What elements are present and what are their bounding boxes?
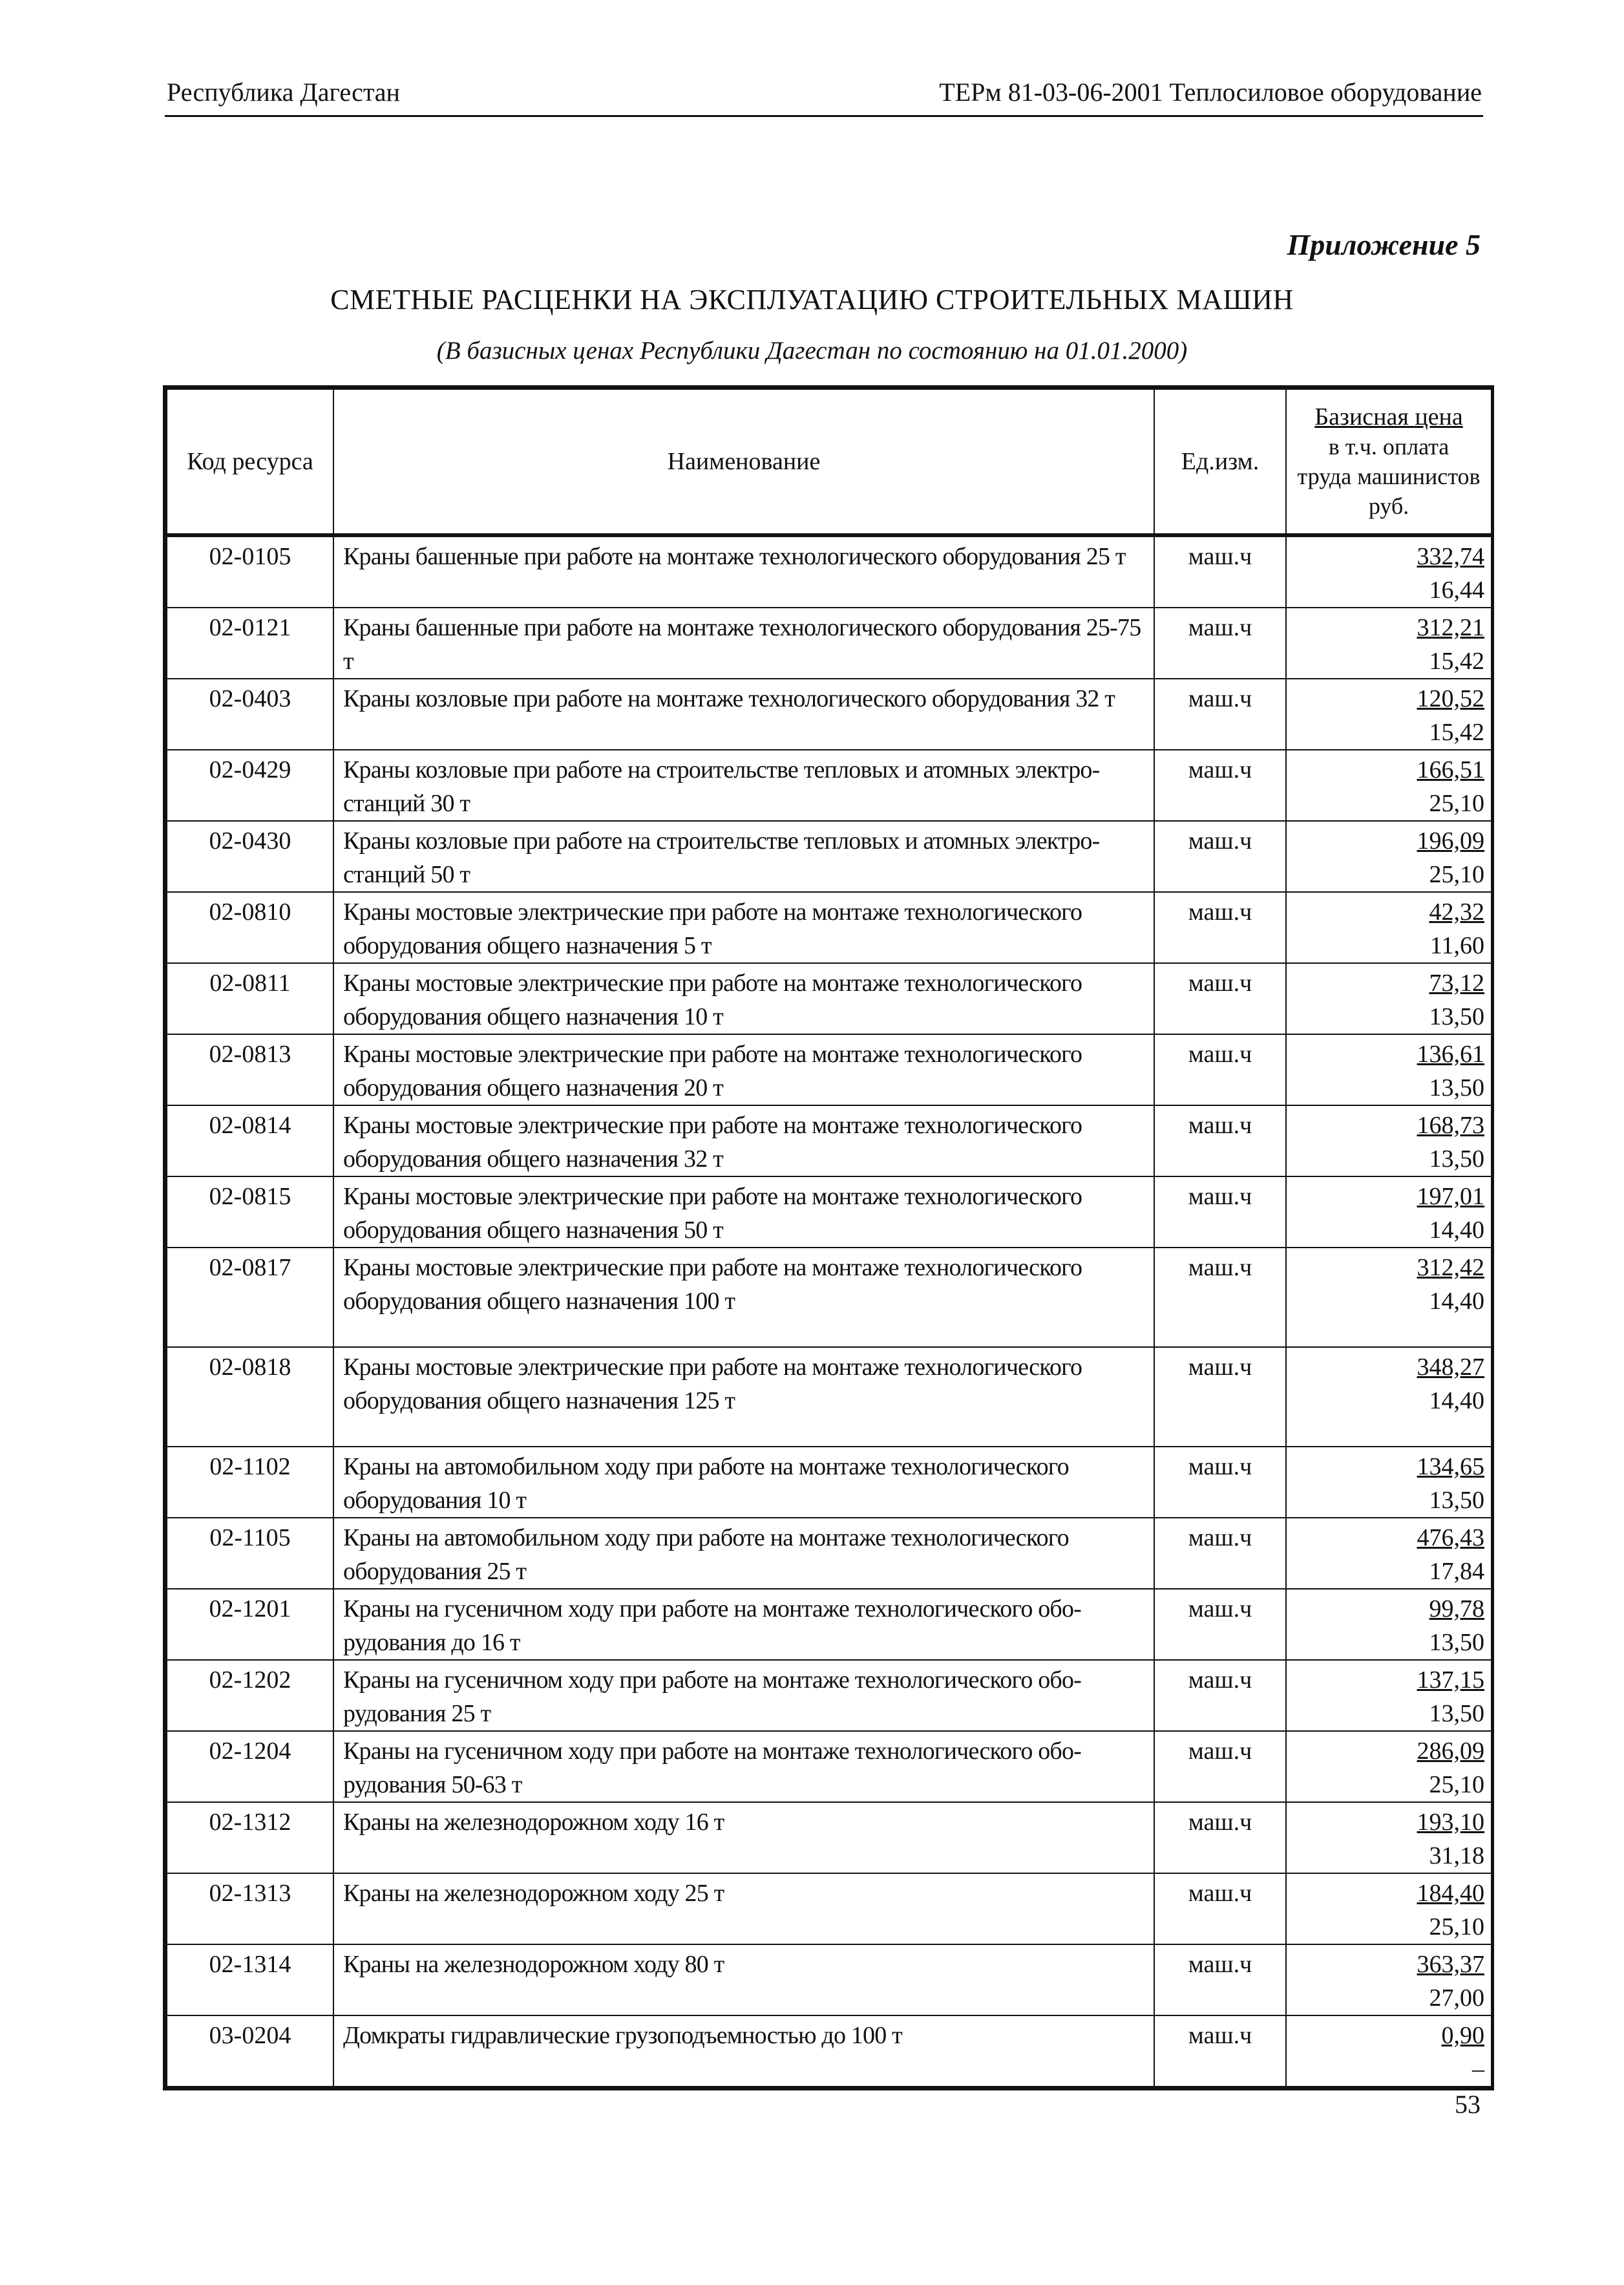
row-unit: маш.ч	[1154, 1802, 1286, 1873]
row-name: Краны башенные при работе на монтаже технологического оборудования 25-75 т	[333, 608, 1154, 679]
column-header-name: Наименование	[333, 389, 1154, 535]
row-price-cell	[1286, 1660, 1492, 1731]
row-name: Краны мостовые электрические при работе на монтаже технологического оборудования общего назначения 20 т	[333, 1034, 1154, 1105]
row-price-cell	[1286, 1731, 1492, 1802]
row-price-cell	[1286, 1518, 1492, 1589]
row-labor-price: 17,84	[1429, 1558, 1484, 1585]
row-labor-price: 15,42	[1429, 648, 1484, 675]
table-row	[167, 608, 1492, 679]
row-price-cell	[1286, 1589, 1492, 1660]
row-base-price: 348,27	[1417, 1354, 1484, 1381]
column-header-unit: Ед.изм.	[1154, 389, 1286, 535]
row-labor-price: 25,10	[1429, 1913, 1484, 1940]
row-name: Краны козловые при работе на монтаже технологического оборудования 32 т	[333, 679, 1154, 750]
row-code: 02-1204	[167, 1731, 333, 1802]
column-header-price	[1286, 389, 1492, 535]
row-labor-price: 13,50	[1429, 1003, 1484, 1030]
row-name: Краны на гусеничном ходу при работе на монтаже технологического обо-рудования 25 т	[333, 1660, 1154, 1731]
table-row	[167, 1105, 1492, 1176]
row-base-price: 134,65	[1417, 1453, 1484, 1480]
row-unit: маш.ч	[1154, 608, 1286, 679]
row-price-cell	[1286, 750, 1492, 821]
row-name: Краны мостовые электрические при работе на монтаже технологического оборудования общего назначения 100 т	[333, 1248, 1154, 1347]
row-labor-price: 31,18	[1429, 1842, 1484, 1869]
price-header-line2: в т.ч. оплата	[1328, 434, 1450, 460]
row-base-price: 0,90	[1441, 2022, 1484, 2049]
row-base-price: 312,42	[1417, 1254, 1484, 1281]
row-base-price: 42,32	[1429, 898, 1484, 926]
row-name: Краны на автомобильном ходу при работе на монтаже технологического оборудования 10 т	[333, 1447, 1154, 1518]
row-unit: маш.ч	[1154, 963, 1286, 1034]
table-header-row	[167, 389, 1492, 535]
row-labor-price: –	[1472, 2056, 1484, 2083]
row-base-price: 168,73	[1417, 1112, 1484, 1139]
row-code: 02-1202	[167, 1660, 333, 1731]
row-labor-price: 25,10	[1429, 1771, 1484, 1798]
row-base-price: 73,12	[1429, 970, 1484, 997]
row-unit: маш.ч	[1154, 821, 1286, 892]
row-price-cell	[1286, 608, 1492, 679]
header-document-code: ТЕРм 81-03-06-2001 Теплосиловое оборудование	[939, 78, 1482, 107]
table-row	[167, 2015, 1492, 2087]
row-unit: маш.ч	[1154, 1944, 1286, 2015]
row-unit: маш.ч	[1154, 1518, 1286, 1589]
row-base-price: 476,43	[1417, 1524, 1484, 1551]
row-unit: маш.ч	[1154, 1660, 1286, 1731]
row-base-price: 184,40	[1417, 1880, 1484, 1907]
row-code: 02-0105	[167, 535, 333, 608]
row-unit: маш.ч	[1154, 1589, 1286, 1660]
row-unit: маш.ч	[1154, 1105, 1286, 1176]
header-rule	[165, 115, 1483, 117]
row-name: Краны на железнодорожном ходу 80 т	[333, 1944, 1154, 2015]
row-name: Краны на железнодорожном ходу 16 т	[333, 1802, 1154, 1873]
row-code: 02-1102	[167, 1447, 333, 1518]
row-price-cell	[1286, 821, 1492, 892]
row-labor-price: 14,40	[1429, 1288, 1484, 1315]
row-code: 02-0430	[167, 821, 333, 892]
price-header-line3: труда машинистов	[1297, 463, 1481, 489]
row-price-cell	[1286, 1802, 1492, 1873]
table-body	[167, 535, 1492, 2087]
row-price-cell	[1286, 1447, 1492, 1518]
row-base-price: 120,52	[1417, 685, 1484, 712]
row-labor-price: 25,10	[1429, 790, 1484, 817]
table-row	[167, 1347, 1492, 1447]
table-row	[167, 1518, 1492, 1589]
row-unit: маш.ч	[1154, 1347, 1286, 1447]
table-row	[167, 1034, 1492, 1105]
row-price-cell	[1286, 1034, 1492, 1105]
row-labor-price: 13,50	[1429, 1074, 1484, 1101]
row-price-cell	[1286, 1347, 1492, 1447]
table-row	[167, 892, 1492, 963]
row-labor-price: 13,50	[1429, 1700, 1484, 1727]
row-code: 02-1312	[167, 1802, 333, 1873]
row-unit: маш.ч	[1154, 1248, 1286, 1347]
row-unit: маш.ч	[1154, 535, 1286, 608]
row-unit: маш.ч	[1154, 1034, 1286, 1105]
row-base-price: 99,78	[1429, 1595, 1484, 1622]
row-base-price: 197,01	[1417, 1183, 1484, 1210]
table-row	[167, 1176, 1492, 1248]
row-name: Краны мостовые электрические при работе на монтаже технологического оборудования общего назначения 125 т	[333, 1347, 1154, 1447]
row-labor-price: 11,60	[1429, 932, 1484, 959]
table-row	[167, 1873, 1492, 1944]
row-unit: маш.ч	[1154, 750, 1286, 821]
row-price-cell	[1286, 1105, 1492, 1176]
row-name: Краны козловые при работе на строительстве тепловых и атомных электро-станций 30 т	[333, 750, 1154, 821]
row-price-cell	[1286, 1873, 1492, 1944]
row-name: Краны на железнодорожном ходу 25 т	[333, 1873, 1154, 1944]
table-row	[167, 1660, 1492, 1731]
table-row	[167, 963, 1492, 1034]
table-row	[167, 1944, 1492, 2015]
table-row	[167, 821, 1492, 892]
row-base-price: 196,09	[1417, 827, 1484, 855]
table-row	[167, 1447, 1492, 1518]
row-base-price: 312,21	[1417, 614, 1484, 641]
row-name: Краны на автомобильном ходу при работе на монтаже технологического оборудования 25 т	[333, 1518, 1154, 1589]
appendix-label: Приложение 5	[1287, 228, 1481, 261]
table-row	[167, 1589, 1492, 1660]
price-header-line4: руб.	[1368, 493, 1409, 519]
row-name: Домкраты гидравлические грузоподъемностью до 100 т	[333, 2015, 1154, 2087]
row-name: Краны мостовые электрические при работе на монтаже технологического оборудования общего назначения 50 т	[333, 1176, 1154, 1248]
row-name: Краны козловые при работе на строительстве тепловых и атомных электро-станций 50 т	[333, 821, 1154, 892]
row-code: 02-0403	[167, 679, 333, 750]
header-region: Республика Дагестан	[167, 78, 400, 107]
price-header-line1: Базисная цена	[1314, 403, 1463, 430]
row-code: 02-0810	[167, 892, 333, 963]
row-code: 02-1105	[167, 1518, 333, 1589]
row-base-price: 166,51	[1417, 756, 1484, 783]
row-price-cell	[1286, 2015, 1492, 2087]
row-code: 02-0813	[167, 1034, 333, 1105]
row-name: Краны мостовые электрические при работе на монтаже технологического оборудования общего назначения 32 т	[333, 1105, 1154, 1176]
row-code: 02-0811	[167, 963, 333, 1034]
table-row	[167, 679, 1492, 750]
row-code: 02-1201	[167, 1589, 333, 1660]
table-row	[167, 1802, 1492, 1873]
row-name: Краны на гусеничном ходу при работе на монтаже технологического обо-рудования до 16 т	[333, 1589, 1154, 1660]
column-header-code: Код ресурса	[167, 389, 333, 535]
row-price-cell	[1286, 1248, 1492, 1347]
row-unit: маш.ч	[1154, 1447, 1286, 1518]
row-labor-price: 16,44	[1429, 577, 1484, 604]
row-unit: маш.ч	[1154, 679, 1286, 750]
row-base-price: 193,10	[1417, 1809, 1484, 1836]
row-base-price: 137,15	[1417, 1666, 1484, 1694]
row-code: 02-0814	[167, 1105, 333, 1176]
row-name: Краны мостовые электрические при работе на монтаже технологического оборудования общего назначения 10 т	[333, 963, 1154, 1034]
table-row	[167, 535, 1492, 608]
row-code: 03-0204	[167, 2015, 333, 2087]
row-code: 02-0815	[167, 1176, 333, 1248]
row-base-price: 363,37	[1417, 1951, 1484, 1978]
row-price-cell	[1286, 1176, 1492, 1248]
row-code: 02-1313	[167, 1873, 333, 1944]
row-labor-price: 27,00	[1429, 1984, 1484, 2012]
row-unit: маш.ч	[1154, 1731, 1286, 1802]
document-title: СМЕТНЫЕ РАСЦЕНКИ НА ЭКСПЛУАТАЦИЮ СТРОИТЕЛЬНЫХ МАШИН	[330, 284, 1294, 315]
row-code: 02-0817	[167, 1248, 333, 1347]
row-name: Краны мостовые электрические при работе на монтаже технологического оборудования общего назначения 5 т	[333, 892, 1154, 963]
row-price-cell	[1286, 1944, 1492, 2015]
row-labor-price: 25,10	[1429, 861, 1484, 888]
row-name: Краны на гусеничном ходу при работе на монтаже технологического обо-рудования 50-63 т	[333, 1731, 1154, 1802]
page-number: 53	[1455, 2090, 1481, 2119]
row-labor-price: 13,50	[1429, 1629, 1484, 1656]
row-code: 02-1314	[167, 1944, 333, 2015]
table-row	[167, 1731, 1492, 1802]
row-code: 02-0121	[167, 608, 333, 679]
row-base-price: 136,61	[1417, 1041, 1484, 1068]
row-unit: маш.ч	[1154, 1873, 1286, 1944]
row-labor-price: 13,50	[1429, 1145, 1484, 1173]
row-unit: маш.ч	[1154, 2015, 1286, 2087]
table-row	[167, 1248, 1492, 1347]
rates-table	[163, 385, 1494, 2090]
row-code: 02-0818	[167, 1347, 333, 1447]
row-name: Краны башенные при работе на монтаже технологического оборудования 25 т	[333, 535, 1154, 608]
row-code: 02-0429	[167, 750, 333, 821]
row-labor-price: 15,42	[1429, 719, 1484, 746]
row-labor-price: 14,40	[1429, 1387, 1484, 1414]
row-price-cell	[1286, 963, 1492, 1034]
row-unit: маш.ч	[1154, 892, 1286, 963]
row-labor-price: 14,40	[1429, 1217, 1484, 1244]
row-labor-price: 13,50	[1429, 1487, 1484, 1514]
document-subtitle: (В базисных ценах Республики Дагестан по состоянию на 01.01.2000)	[436, 337, 1188, 365]
row-price-cell	[1286, 892, 1492, 963]
row-base-price: 332,74	[1417, 543, 1484, 570]
row-base-price: 286,09	[1417, 1738, 1484, 1765]
row-price-cell	[1286, 535, 1492, 608]
row-price-cell	[1286, 679, 1492, 750]
table-row	[167, 750, 1492, 821]
row-unit: маш.ч	[1154, 1176, 1286, 1248]
